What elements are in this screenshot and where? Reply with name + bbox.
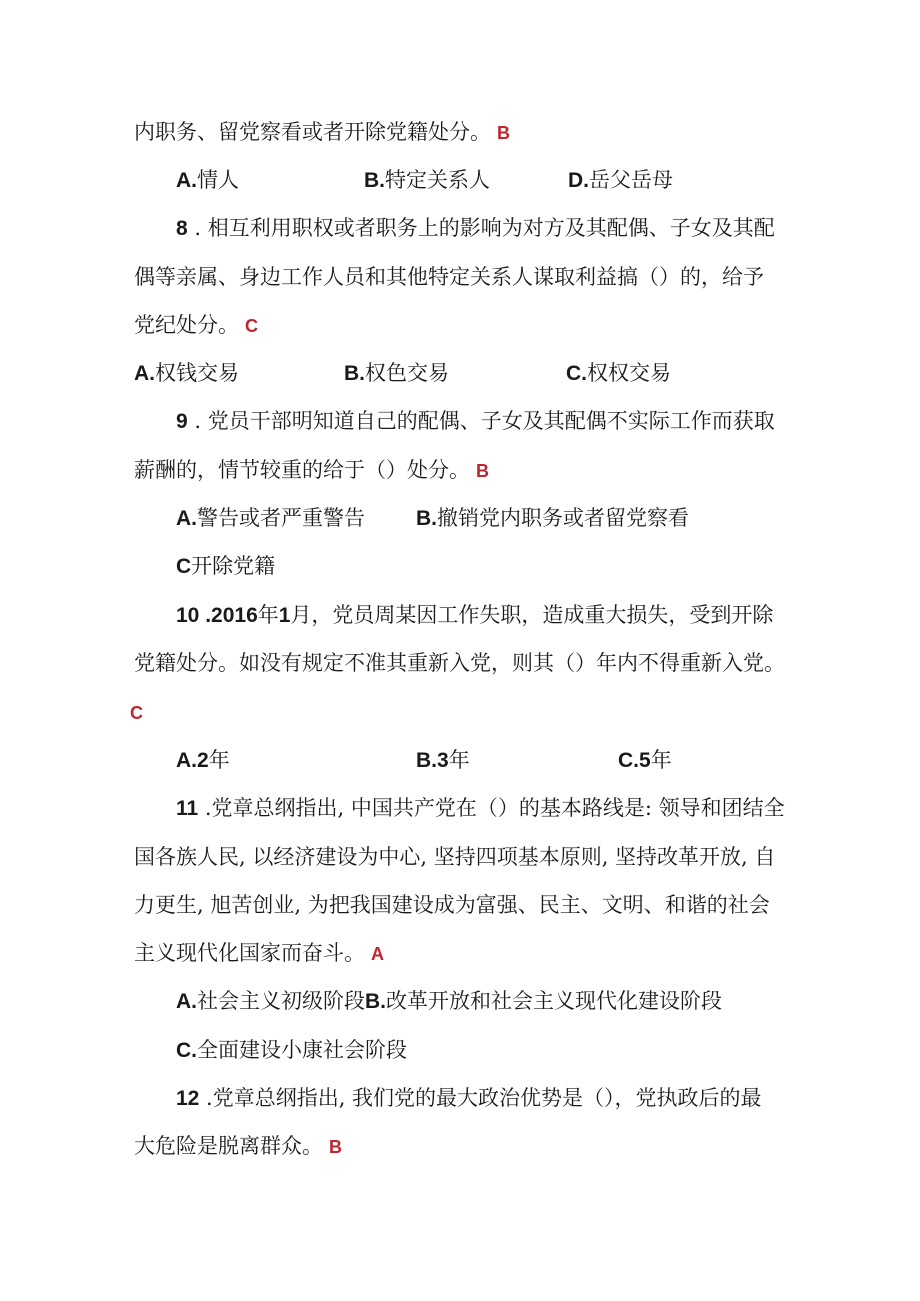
q8-option-b: B.权色交易 <box>344 361 449 385</box>
q9-option-c: C开除党籍 <box>176 554 276 578</box>
q9-option-a: A.警告或者严重警告 <box>176 506 365 530</box>
q9-line-1: 9 . 党员干部明知道自己的配偶、子女及其配偶不实际工作而获取 <box>176 409 775 433</box>
q7-option-d: D.岳父岳母 <box>568 168 673 192</box>
q11-option-a: A.社会主义初级阶段B.改革开放和社会主义现代化建设阶段 <box>176 989 722 1013</box>
q10-option-b: B.3年 <box>416 748 470 772</box>
q8-answer: C <box>245 316 258 336</box>
q10-number: 10 <box>176 604 200 627</box>
q9-number: 9 <box>176 410 188 433</box>
q8-option-c: C.权权交易 <box>566 361 671 385</box>
q9-answer: B <box>476 461 489 481</box>
q10-line-2: 党籍处分。如没有规定不准其重新入党，则其（）年内不得重新入党。 <box>134 651 785 675</box>
q7-answer: B <box>497 123 510 143</box>
q9-line-2: 薪酬的，情节较重的给于（）处分。 B <box>134 458 489 482</box>
q7-option-b: B.特定关系人 <box>364 168 490 192</box>
q11-line-1: 11 .党章总纲指出, 中国共产党在（）的基本路线是: 领导和团结全 <box>176 796 785 820</box>
q10-line-1: 10 .2016年1月，党员周某因工作失职，造成重大损失，受到开除 <box>176 603 774 627</box>
q9-option-b: B.撤销党内职务或者留党察看 <box>416 506 689 530</box>
q8-number: 8 <box>176 217 188 240</box>
q11-number: 11 <box>176 797 199 820</box>
q10-option-a: A.2年 <box>176 748 230 772</box>
q12-answer: B <box>329 1137 342 1157</box>
q11-line-4: 主义现代化国家而奋斗。 A <box>134 941 384 965</box>
q7-option-a: A.情人 <box>176 168 239 192</box>
q8-line-2: 偶等亲属、身边工作人员和其他特定关系人谋取利益搞（）的，给予 <box>134 265 764 289</box>
q11-answer: A <box>371 944 384 964</box>
q12-line-2: 大危险是脱离群众。 B <box>134 1134 342 1158</box>
q10-answer: C <box>130 703 143 723</box>
q11-option-c: C.全面建设小康社会阶段 <box>176 1038 407 1062</box>
q8-line-3: 党纪处分。 C <box>134 313 258 337</box>
q10-option-c: C.5年 <box>618 748 672 772</box>
q7-text: 内职务、留党察看或者开除党籍处分。 B <box>134 120 510 144</box>
q10-answer-line <box>130 697 143 728</box>
q12-number: 12 <box>176 1087 200 1110</box>
q8-line-1: 8 . 相互利用职权或者职务上的影响为对方及其配偶、子女及其配 <box>176 216 775 240</box>
q8-option-a: A.权钱交易 <box>134 361 239 385</box>
q11-option-b: B. <box>365 990 386 1013</box>
q11-line-3: 力更生, 旭苦创业, 为把我国建设成为富强、民主、文明、和谐的社会 <box>134 893 770 917</box>
q11-line-2: 国各族人民, 以经济建设为中心, 坚持四项基本原则, 坚持改革开放, 自 <box>134 845 776 869</box>
q12-line-1: 12 .党章总纲指出, 我们党的最大政治优势是（），党执政后的最 <box>176 1086 762 1110</box>
